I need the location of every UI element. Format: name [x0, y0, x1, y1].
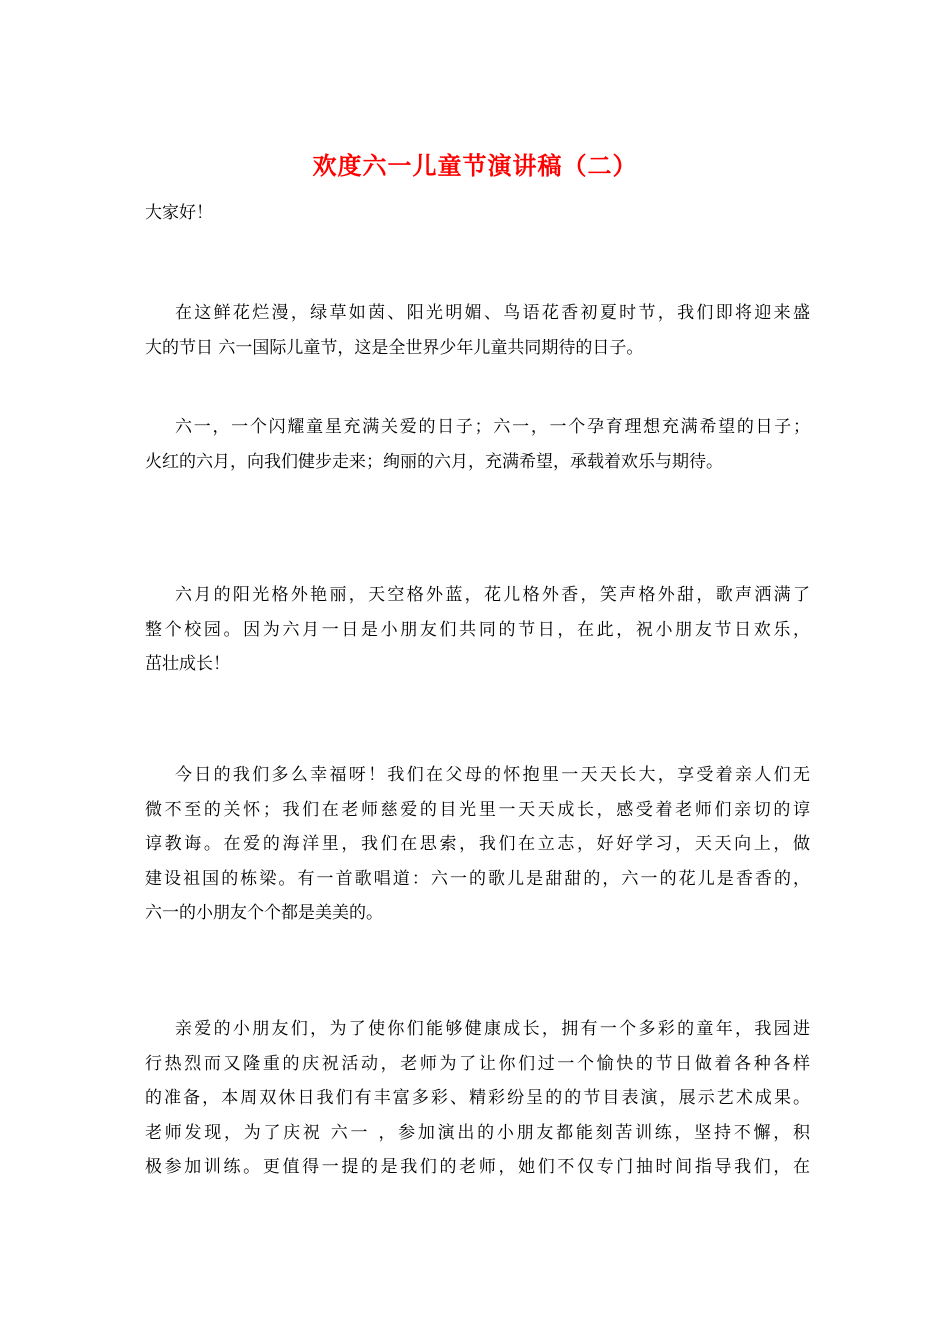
paragraph-line: 亲爱的小朋友们，为了使你们能够健康成长，拥有一个多彩的童年，我园进 [175, 1019, 810, 1039]
greeting-text: 大家好！ [145, 203, 213, 223]
paragraph-4 [145, 758, 810, 931]
paragraph-line: 六一的小朋友个个都是美美的。 [145, 903, 383, 923]
paragraph-5 [145, 1012, 810, 1185]
paragraph-line: 老师发现，为了庆祝 六一 ，参加演出的小朋友都能刻苦训练，坚持不懈，积 [145, 1122, 810, 1143]
paragraph-line: 火红的六月，向我们健步走来；绚丽的六月，充满希望，承载着欢乐与期待。 [145, 451, 723, 472]
document-title: 欢度六一儿童节演讲稿（二） [312, 151, 638, 180]
paragraph-3 [145, 578, 810, 682]
paragraph-line: 大的节日 六一国际儿童节，这是全世界少年儿童共同期待的日子。 [145, 337, 644, 358]
paragraph-line: 茁壮成长！ [145, 654, 230, 674]
paragraph-line: 六一，一个闪耀童星充满关爱的日子；六一，一个孕育理想充满希望的日子； [175, 417, 810, 437]
paragraph-line: 谆教诲。在爱的海洋里，我们在思索，我们在立志，好好学习，天天向上，做 [145, 834, 810, 854]
paragraph-line: 今日的我们多么幸福呀！我们在父母的怀抱里一天天长大，享受着亲人们无 [175, 765, 810, 785]
paragraph-line: 整个校园。因为六月一日是小朋友们共同的节日，在此，祝小朋友节日欢乐， [145, 619, 810, 640]
paragraph-line: 六月的阳光格外艳丽，天空格外蓝，花儿格外香，笑声格外甜，歌声洒满了 [175, 585, 810, 605]
paragraph-line: 在这鲜花烂漫，绿草如茵、阳光明媚、鸟语花香初夏时节，我们即将迎来盛 [175, 303, 810, 323]
paragraph-line: 的准备，本周双休日我们有丰富多彩、精彩纷呈的的节目表演，展示艺术成果。 [145, 1088, 810, 1108]
paragraph-2 [145, 410, 810, 479]
paragraph-line: 行热烈而又隆重的庆祝活动，老师为了让你们过一个愉快的节日做着各种各样 [145, 1053, 810, 1074]
paragraph-1 [145, 296, 810, 365]
paragraph-line: 极参加训练。更值得一提的是我们的老师，她们不仅专门抽时间指导我们，在 [145, 1157, 810, 1177]
paragraph-line: 建设祖国的栋梁。有一首歌唱道：六一的歌儿是甜甜的，六一的花儿是香香的， [145, 868, 810, 889]
paragraph-line: 微不至的关怀；我们在老师慈爱的目光里一天天成长，感受着老师们亲切的谆 [145, 799, 810, 820]
